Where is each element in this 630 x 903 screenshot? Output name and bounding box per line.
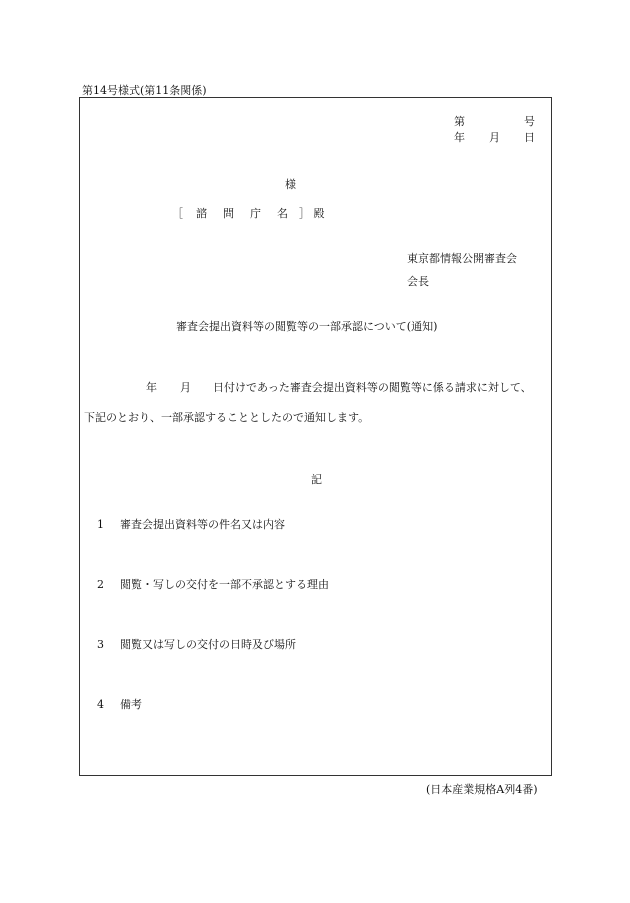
item-number: 2 [97,578,104,591]
body-line1: 日付けであった審査会提出資料等の閲覧等に係る請求に対して、 [213,381,532,394]
agency-char: 名 [277,207,288,220]
body-month: 月 [180,381,191,394]
date-year: 年 [454,131,465,144]
list-item [97,696,142,712]
list-item [97,636,296,652]
number-prefix: 第 [454,115,465,128]
list-item [97,576,329,592]
addressee-line [172,205,325,221]
agency-char: 問 [223,207,234,220]
item-text: 閲覧・写しの交付を一部不承認とする理由 [120,578,329,591]
date-month: 月 [489,131,500,144]
item-text: 閲覧又は写しの交付の日時及び場所 [120,638,296,651]
item-text: 備考 [120,698,142,711]
bracket-close: ］ [299,207,310,220]
sender-title: 会長 [407,275,429,288]
body-line2: 下記のとおり、一部承認することとしたので通知します。 [84,411,370,424]
sender-organization: 東京都情報公開審査会 [407,252,517,265]
ki-heading: 記 [311,473,322,486]
addressee-dono: 殿 [313,207,325,220]
item-number: 3 [97,638,104,651]
bracket-open: ［ [172,207,183,220]
agency-char: 諮 [196,207,207,220]
addressee-sama: 様 [285,178,296,191]
date-day: 日 [524,131,535,144]
body-year: 年 [146,381,157,394]
document-title: 審査会提出資料等の閲覧等の一部承認について(通知) [176,320,438,333]
number-suffix: 号 [524,115,535,128]
form-number: 第14号様式(第11条関係) [82,84,207,97]
item-number: 1 [97,518,104,531]
footer-note: (日本産業規格A列4番) [426,783,538,796]
agency-char: 庁 [250,207,261,220]
list-item [97,516,285,532]
item-number: 4 [97,698,104,711]
form-frame [79,97,552,776]
item-text: 審査会提出資料等の件名又は内容 [120,518,285,531]
